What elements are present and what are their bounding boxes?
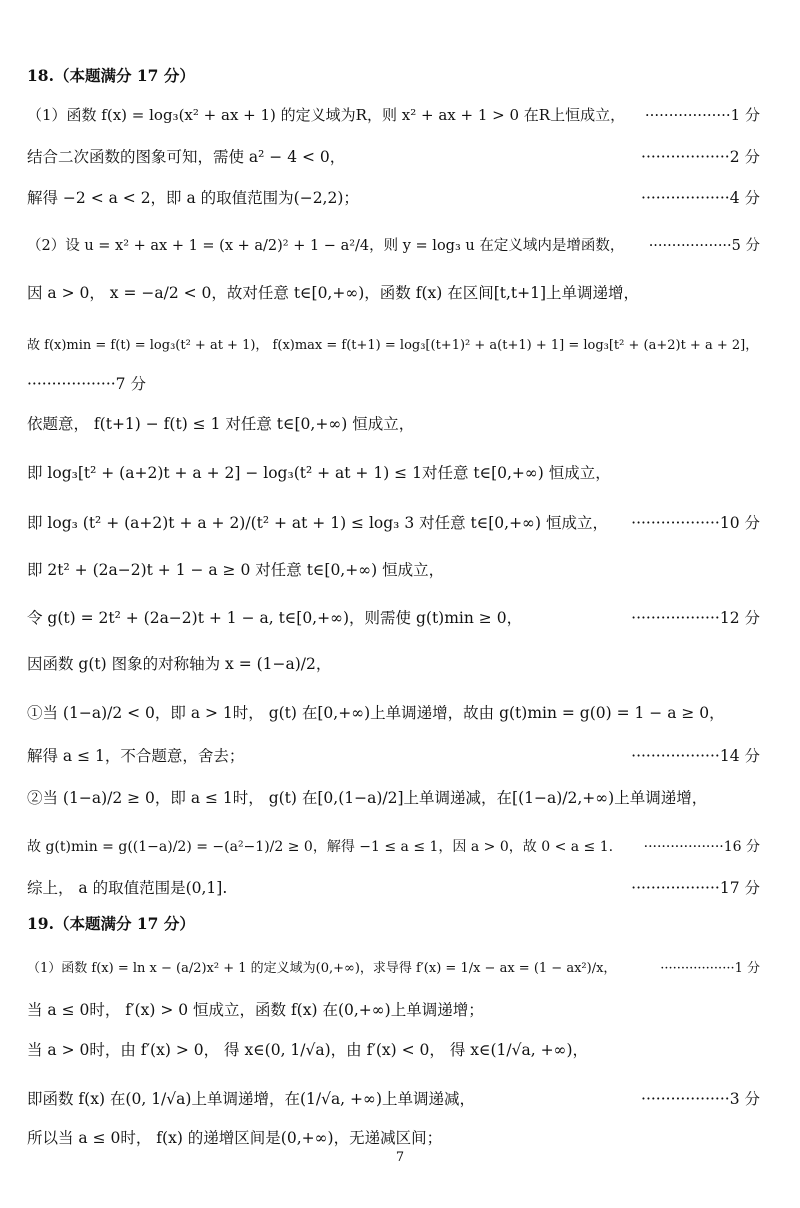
score-marker: ··················7 分 bbox=[27, 375, 146, 393]
line-text: （1）函数 f(x) = ln x − (a/2)x² + 1 的定义域为(0,+∞)，求导得 f′(x) = 1/x − ax = (1 − ax²)/x， bbox=[27, 961, 617, 976]
score-marker: ··················12 分 bbox=[631, 609, 760, 627]
line-text: 即 log₃[t² + (a+2)t + a + 2] − log₃(t² + at + 1) ≤ 1对任意 t∈[0,+∞) 恒成立， bbox=[27, 464, 611, 482]
score-marker: ··················4 分 bbox=[641, 189, 760, 207]
score-marker: ··················1 分 bbox=[660, 961, 760, 976]
problem-18-heading bbox=[27, 58, 760, 92]
line-text: 故 g(t)min = g((1−a)/2) = −(a²−1)/2 ≥ 0，解得 −1 ≤ a ≤ 1，因 a > 0，故 0 < a ≤ 1. bbox=[27, 839, 614, 855]
line-text: 解得 a ≤ 1，不合题意，舍去； bbox=[27, 747, 245, 765]
score-marker: ··················16 分 bbox=[643, 839, 760, 855]
solution-line bbox=[27, 97, 760, 131]
solution-line bbox=[27, 406, 760, 440]
solution-line bbox=[27, 505, 760, 539]
line-text: 综上， a 的取值范围是(0,1]. bbox=[27, 879, 228, 897]
problem-19-heading bbox=[27, 906, 760, 940]
line-text: 即 2t² + (2a−2)t + 1 − a ≥ 0 对任意 t∈[0,+∞) 恒成立， bbox=[27, 561, 445, 579]
score-marker: ··················3 分 bbox=[641, 1090, 760, 1108]
line-text: （2）设 u = x² + ax + 1 = (x + a/2)² + 1 − a²/4，则 y = log₃ u 在定义域内是增函数， bbox=[27, 238, 625, 254]
line-text: 故 f(x)min = f(t) = log₃(t² + at + 1)， f(x)max = f(t+1) = log₃[(t+1)² + a(t+1) + 1] = log₃[t² + (a+2)t + a + 2]， bbox=[27, 338, 759, 353]
solution-line bbox=[27, 275, 760, 309]
solution-line bbox=[27, 948, 760, 982]
score-marker: ··················10 分 bbox=[631, 514, 760, 532]
line-text: 令 g(t) = 2t² + (2a−2)t + 1 − a, t∈[0,+∞)，则需使 g(t)min ≥ 0， bbox=[27, 609, 523, 627]
score-marker: ··················17 分 bbox=[631, 879, 760, 897]
line-text: ①当 (1−a)/2 < 0，即 a > 1时， g(t) 在[0,+∞)上单调递增，故由 g(t)min = g(0) = 1 − a ≥ 0， bbox=[27, 704, 725, 722]
solution-line bbox=[27, 695, 760, 729]
solution-line bbox=[27, 139, 760, 173]
solution-line bbox=[27, 600, 760, 634]
line-text: 因 a > 0， x = −a/2 < 0，故对任意 t∈[0,+∞)，函数 f(x) 在区间[t,t+1]上单调递增， bbox=[27, 284, 640, 302]
solution-line bbox=[27, 738, 760, 772]
line-text: 当 a ≤ 0时， f′(x) > 0 恒成立，函数 f(x) 在(0,+∞)上单调递增； bbox=[27, 1001, 484, 1019]
line-text: 当 a > 0时，由 f′(x) > 0， 得 x∈(0, 1/√a)，由 f′(x) < 0， 得 x∈(1/√a, +∞)， bbox=[27, 1041, 589, 1059]
solution-line bbox=[27, 180, 760, 214]
line-text: （1）函数 f(x) = log₃(x² + ax + 1) 的定义域为R，则 x² + ax + 1 > 0 在R上恒成立， bbox=[27, 106, 626, 124]
solution-line bbox=[27, 366, 760, 400]
solution-line bbox=[27, 1081, 760, 1115]
solution-line bbox=[27, 870, 760, 904]
solution-line bbox=[27, 780, 760, 814]
page-number: 7 bbox=[395, 1150, 405, 1165]
solution-line bbox=[27, 552, 760, 586]
solution-line bbox=[27, 828, 760, 862]
line-text: 因函数 g(t) 图象的对称轴为 x = (1−a)/2， bbox=[27, 655, 332, 673]
score-marker: ··················14 分 bbox=[631, 747, 760, 765]
line-text: 即函数 f(x) 在(0, 1/√a)上单调递增，在(1/√a, +∞)上单调递减， bbox=[27, 1090, 475, 1108]
line-text: 19.（本题满分 17 分） bbox=[27, 914, 195, 933]
line-text: ②当 (1−a)/2 ≥ 0，即 a ≤ 1时， g(t) 在[0,(1−a)/2]上单调递减，在[(1−a)/2,+∞)上单调递增， bbox=[27, 789, 708, 807]
line-text: 结合二次函数的图象可知，需使 a² − 4 < 0， bbox=[27, 148, 346, 166]
score-marker: ··················1 分 bbox=[644, 106, 760, 124]
solution-line bbox=[27, 325, 760, 359]
solution-line bbox=[27, 992, 760, 1026]
line-text: 即 log₃ (t² + (a+2)t + a + 2)/(t² + at + 1) ≤ log₃ 3 对任意 t∈[0,+∞) 恒成立， bbox=[27, 514, 608, 532]
line-text: 依题意， f(t+1) − f(t) ≤ 1 对任意 t∈[0,+∞) 恒成立， bbox=[27, 415, 415, 433]
solution-line bbox=[27, 1032, 760, 1066]
score-marker: ··················5 分 bbox=[648, 238, 760, 254]
solution-line bbox=[27, 227, 760, 261]
score-marker: ··················2 分 bbox=[641, 148, 760, 166]
line-text: 解得 −2 < a < 2，即 a 的取值范围为(−2,2)； bbox=[27, 189, 359, 207]
solution-line bbox=[27, 1120, 760, 1154]
solution-line bbox=[27, 646, 760, 680]
line-text: 18.（本题满分 17 分） bbox=[27, 66, 195, 85]
solution-line bbox=[27, 455, 760, 489]
line-text: 所以当 a ≤ 0时， f(x) 的递增区间是(0,+∞)，无递减区间； bbox=[27, 1129, 443, 1147]
